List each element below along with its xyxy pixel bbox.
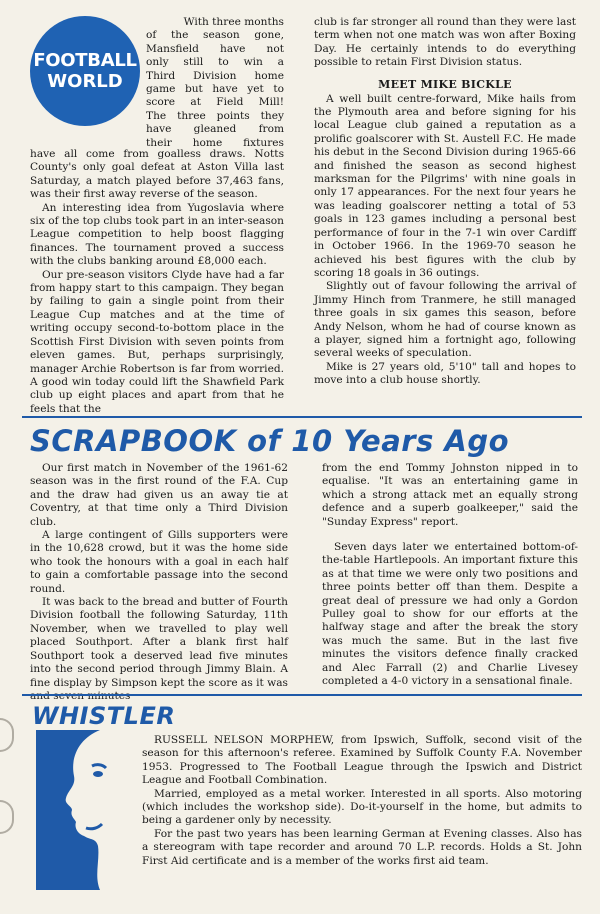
intro-line: The three points they (146, 109, 284, 122)
intro-line: their home fixtures (146, 136, 284, 149)
intro-line: score at Field Mill! (146, 96, 284, 109)
intro-line: Third Division home (146, 69, 284, 82)
badge-line-1: FOOTBALL (33, 50, 137, 71)
football-world-para-3-cont: club is far stronger all round than they were last term when not one match was won after Boxing Day. He certainly intends to do everything possible to retain First Division status. (314, 16, 577, 69)
scrapbook-right-column (322, 462, 578, 689)
whistler-para-1: RUSSELL NELSON MORPHEW, from Ipswich, Suffolk, second visit of the season for this afternoon's referee. Examined by Suffolk County F.A. November 1953. Progressed to The Football League through the Ipswich and District League and Football Combination. (142, 734, 582, 787)
scrapbook-para-2: A large contingent of Gills supporters were in the 10,628 crowd, but it was the home side who took the honours with a goal in each half to gain a comfortable passage into the second round. (30, 529, 288, 595)
whistler-title: WHISTLER (32, 702, 176, 730)
bickle-para-2: Slightly out of favour following the arrival of Jimmy Hinch from Tranmere, he still managed three goals in six games this season, before Andy Nelson, whom he had of course known as a player, signed him a fortnight ago, following several weeks of speculation. (314, 280, 576, 360)
scrapbook-left-column (30, 462, 288, 703)
right-column-top (314, 16, 576, 388)
intro-line: have gleaned from (146, 123, 284, 136)
whistler-column (142, 734, 582, 868)
football-world-intro (146, 16, 284, 150)
football-world-para-1: have all come from goalless draws. Notts County's only goal defeat at Aston Villa last Saturday, a match played before 37,463 fans, was their first away reverse of the season. (30, 148, 284, 201)
binder-ring (0, 718, 14, 752)
football-world-badge (30, 16, 140, 126)
whistler-para-3: For the past two years has been learning German at Evening classes. Also has a stereogram with tape recorder and around 70 L.P. records. Holds a St. John First Aid certificate and is a member of the works first aid team. (142, 827, 582, 867)
football-world-para-3: Our pre-season visitors Clyde have had a far from happy start to this campaign. They began by failing to gain a single point from their League Cup matches and at the time of writing occupy second-to-bottom place in the Scottish First Division with seven points from eleven games. But, perhaps surprisingly, manager Archie Robertson is far from worried. A good win today could lift the Shawfield Park club up eight places and apart from that he feels that the (30, 268, 284, 415)
whistler-para-2: Married, employed as a metal worker. Interested in all sports. Also motoring (which includes the workshop side). Do-it-yourself in the home, but admits to being a gardener only by necessity. (142, 787, 582, 827)
section-divider (22, 416, 582, 418)
intro-line: only still to win a (146, 56, 284, 69)
bickle-para-3: Mike is 27 years old, 5'10" tall and hopes to move into a club house shortly. (314, 360, 576, 387)
bickle-para-1: A well built centre-forward, Mike hails from the Plymouth area and before signing for his local League club gained a reputation as a prolific goalscorer with St. Austell F.C. He made his debut in the Second Division during 1965-66 and finished the season as second highest marksman for the Pilgrims' with nine goals in only 17 appearances. For the next four years he was leading goalscorer netting a total of 53 goals in 123 games including a personal best performance of four in the 7-1 win over Cardiff in October 1966. In the 1969-70 season he achieved his best figures with the club by scoring 18 goals in 36 outings. (314, 92, 576, 279)
scrapbook-title: SCRAPBOOK of 10 Years Ago (30, 424, 510, 458)
intro-line: game but have yet to (146, 83, 284, 96)
football-world-column (30, 148, 284, 416)
bickle-heading: MEET MIKE BICKLE (378, 77, 512, 91)
binder-ring (0, 800, 14, 834)
section-divider (22, 694, 582, 696)
intro-line: Mansfield have not (146, 42, 284, 55)
intro-line: of the season gone, (146, 29, 284, 42)
scrapbook-para-3: It was back to the bread and butter of Fourth Division football the following Saturday, 11th November, when we travelled to play well placed Southport. After a blank first half Southport took a deserved lead five minutes into the second period through Jimmy Blain. A fine display by Simpson kept the score as it was (30, 596, 288, 689)
scrapbook-para-3-cont: from the end Tommy Johnston nipped in to equalise. "It was an entertaining game in which a strong attack met an equally strong defence and a superb goalkeeper," said the "Sunday Express" report. (322, 462, 578, 528)
intro-line: With three months (183, 16, 284, 28)
badge-line-2: WORLD (47, 71, 123, 92)
scrapbook-para-4: Seven days later we entertained bottom-of-the-table Hartlepools. An important fixture this as at that time we were only two positions and three points better off than them. Despite a great deal of pressure we had only a Gordon Pulley goal to show for our efforts at the halfway stage and after the break the story was much the same. But in the last five minutes the visitors defence finally cracked and Alec Farrall (2) and Charlie Livesey completed a 4-0 victory in a sensational finale. (322, 541, 578, 688)
scrapbook-para-1: Our first match in November of the 1961-62 season was in the first round of the F.A. Cup and the draw had given us an away tie at Coventry, at that time only a Third Division club. (30, 462, 288, 528)
football-world-para-2: An interesting idea from Yugoslavia where six of the top clubs took part in an inter-season League competition to help boost flagging finances. The tournament proved a success with the clubs banking around £8,000 each. (30, 201, 284, 268)
referee-silhouette-icon (36, 730, 128, 890)
